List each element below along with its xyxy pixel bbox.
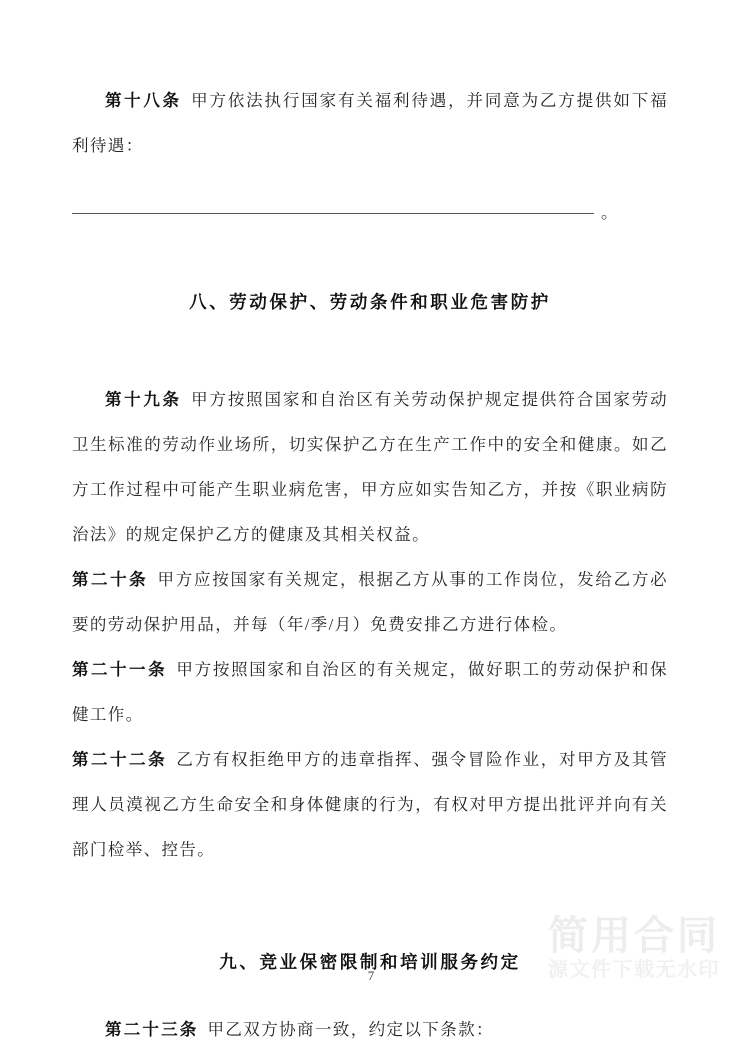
spacer xyxy=(72,235,668,280)
article-number-19: 第十九条 xyxy=(105,390,182,409)
article-text-22: 乙方有权拒绝甲方的违章指挥、强令冒险作业，对甲方及其管理人员漠视乙方生命安全和身体健康的行为，有权对甲方提出批评并向有关部门检举、控告。 xyxy=(72,750,668,859)
spacer xyxy=(72,168,668,190)
paragraph-article-19 xyxy=(72,377,668,557)
document-content xyxy=(72,78,668,1050)
article-text-21: 甲方按照国家和自治区的有关规定，做好职工的劳动保护和保健工作。 xyxy=(72,660,668,724)
article-number-20: 第二十条 xyxy=(72,570,149,589)
article-number-23: 第二十三条 xyxy=(105,1020,199,1039)
spacer xyxy=(72,985,668,1007)
fill-in-blank-period: 。 xyxy=(601,203,618,222)
article-number-21: 第二十一条 xyxy=(72,660,168,679)
watermark-brand: 简用合同 xyxy=(548,914,720,958)
fill-in-blank-input[interactable] xyxy=(72,213,594,214)
section-heading-8: 八、劳动保护、劳动条件和职业危害防护 xyxy=(189,292,551,312)
page-number: 7 xyxy=(367,968,375,983)
article-text-23: 甲乙双方协商一致，约定以下条款： xyxy=(207,1020,494,1039)
paragraph-article-18 xyxy=(72,78,668,168)
article-text-20: 甲方应按国家有关规定，根据乙方从事的工作岗位，发给乙方必要的劳动保护用品，并每（年/季/月）免费安排乙方进行体检。 xyxy=(72,570,668,634)
watermark-tagline: 源文件下载无水印 xyxy=(548,959,720,981)
paragraph-article-22 xyxy=(72,737,668,872)
article-text-18: 甲方依法执行国家有关福利待遇，并同意为乙方提供如下福利待遇： xyxy=(72,91,668,155)
article-number-22: 第二十二条 xyxy=(72,750,168,769)
spacer xyxy=(72,325,668,377)
article-number-18: 第十八条 xyxy=(105,91,182,110)
fill-in-blank-row xyxy=(72,190,668,235)
paragraph-article-20 xyxy=(72,557,668,647)
article-text-19: 甲方按照国家和自治区有关劳动保护规定提供符合国家劳动卫生标准的劳动作业场所，切实保护乙方在生产工作中的安全和健康。如乙方工作过程中可能产生职业病危害，甲方应如实告知乙方，并按《职业病防治法》的规定保护乙方的健康及其相关权益。 xyxy=(72,390,668,544)
spacer xyxy=(72,872,668,940)
paragraph-article-23 xyxy=(72,1007,668,1050)
section-heading-9: 九、竞业保密限制和培训服务约定 xyxy=(219,952,521,972)
paragraph-article-21 xyxy=(72,647,668,737)
